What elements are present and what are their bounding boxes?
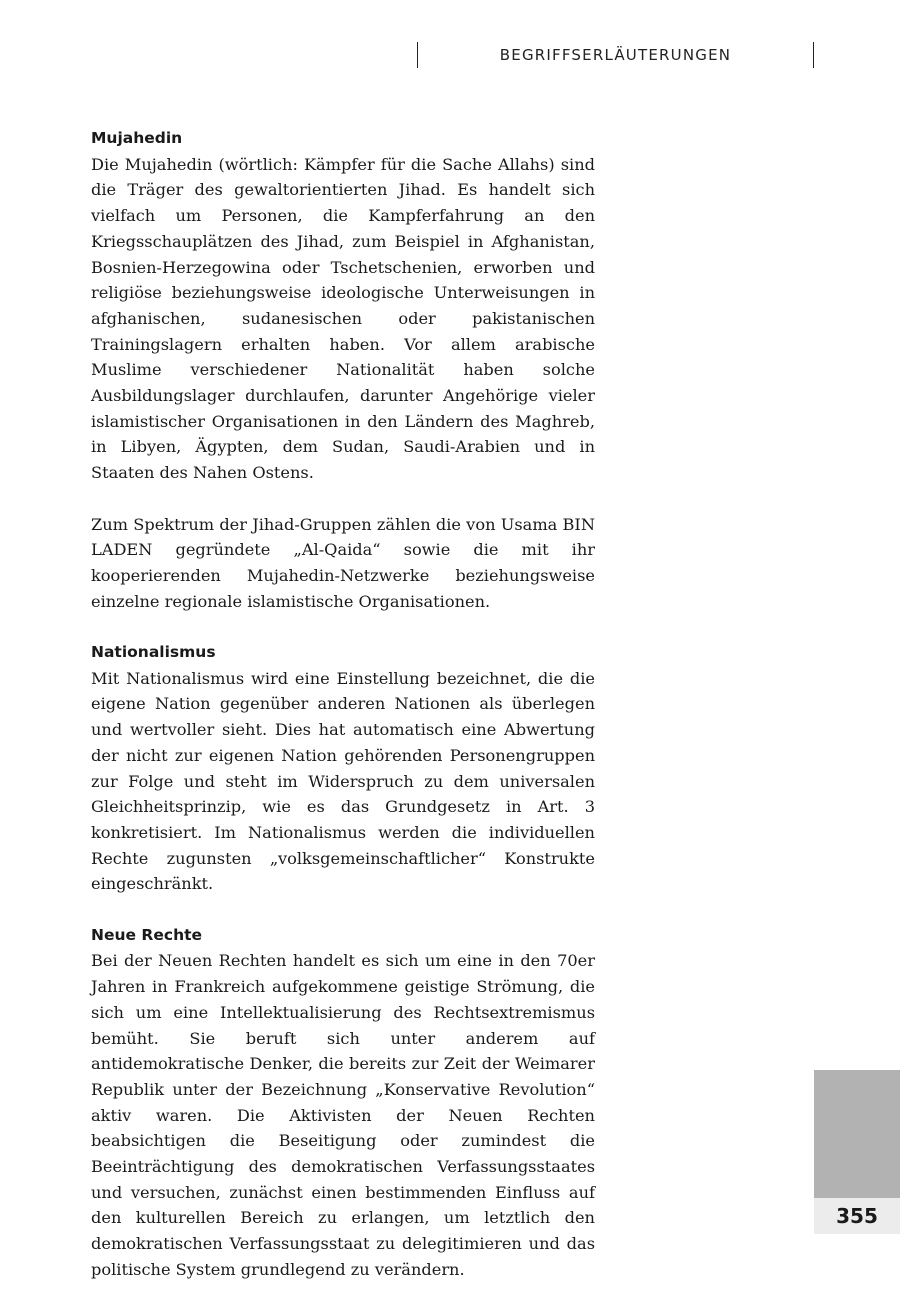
entry-term: Neue Rechte bbox=[91, 925, 203, 944]
entry-paragraph: Mit Nationalismus wird eine Einstellung bezeichnet, die die eigene Nation gegenüber anderen Nationen als überlegen und wertvoller sieht. Dies hat automatisch eine Abwertung der nicht zur eigenen Nation gehörenden Personengruppen zur Folge und steht im Widerspruch zu dem universalen Gleichheitsprinzip, wie es das Grundgesetz in Art. 3 konkretisiert. Im Nationalismus werden die individuellen Rechte zugunsten „volksgemeinschaftlicher“ Konstrukte eingeschränkt. bbox=[91, 668, 595, 894]
entry-nationalismus bbox=[91, 640, 595, 897]
entry-neue-rechte bbox=[91, 923, 595, 1283]
entry-term: Mujahedin bbox=[91, 129, 183, 147]
entry-mujahedin bbox=[91, 126, 595, 614]
entry-paragraph: Bei der Neuen Rechten handelt es sich um eine in den 70er Jahren in Frankreich aufgekommene geistige Strömung, die sich um eine Intellektualisierung des Rechtsextremismus bemüht. Sie beruft sich unter anderem auf antidemokratische Denker, die bereits zur Zeit der Weimarer Republik unter der Bezeichnung „Konservative Revolution“ aktiv waren. Die Aktivisten der Neuen Rechten beabsichtigen die Beseitigung oder zumindest die Beeinträchtigung des demokratischen Verfassungsstaates und versuchen, zunächst einen bestimmenden Einfluss auf den kulturellen Bereich zu erlangen, um letztlich den demokratischen Verfassungsstaat zu delegitimieren und das politische System grundlegend zu verändern. bbox=[91, 951, 595, 1279]
entry-paragraph: Die Mujahedin (wörtlich: Kämpfer für die Sache Allahs) sind die Träger des gewaltorientierten Jihad. Es handelt sich vielfach um Personen, die Kampferfahrung an den Kriegsschauplätzen des Jihad, zum Beispiel in Afghanistan, Bosnien-Herzegowina oder Tschetschenien, erworben und religiöse beziehungsweise ideologische Unterweisungen in afghanischen, sudanesischen oder pakistanischen Trainingslagern erhalten haben. Vor allem arabische Muslime verschiedener Nationalität haben solche Ausbildungslager durchlaufen, darunter Angehörige vieler islamistischer Organisationen in den Ländern des Maghreb, in Libyen, Ägypten, dem Sudan, Saudi-Arabien und in Staaten des Nahen Ostens. bbox=[91, 154, 595, 483]
page-number: 355 bbox=[814, 1198, 900, 1234]
entry-term: Nationalismus bbox=[91, 643, 216, 662]
thumb-tab bbox=[814, 1070, 900, 1198]
entry-paragraph: Zum Spektrum der Jihad-Gruppen zählen die von Usama BIN LADEN gegründete „Al-Qaida“ sowie die mit ihr kooperierenden Mujahedin-Netzwerke beziehungsweise einzelne regionale islamistische Organisationen. bbox=[91, 514, 595, 611]
glossary-content bbox=[91, 126, 595, 1308]
header-rule-right bbox=[813, 42, 814, 68]
running-head: BEGRIFFSERLÄUTERUNGEN bbox=[499, 46, 732, 64]
